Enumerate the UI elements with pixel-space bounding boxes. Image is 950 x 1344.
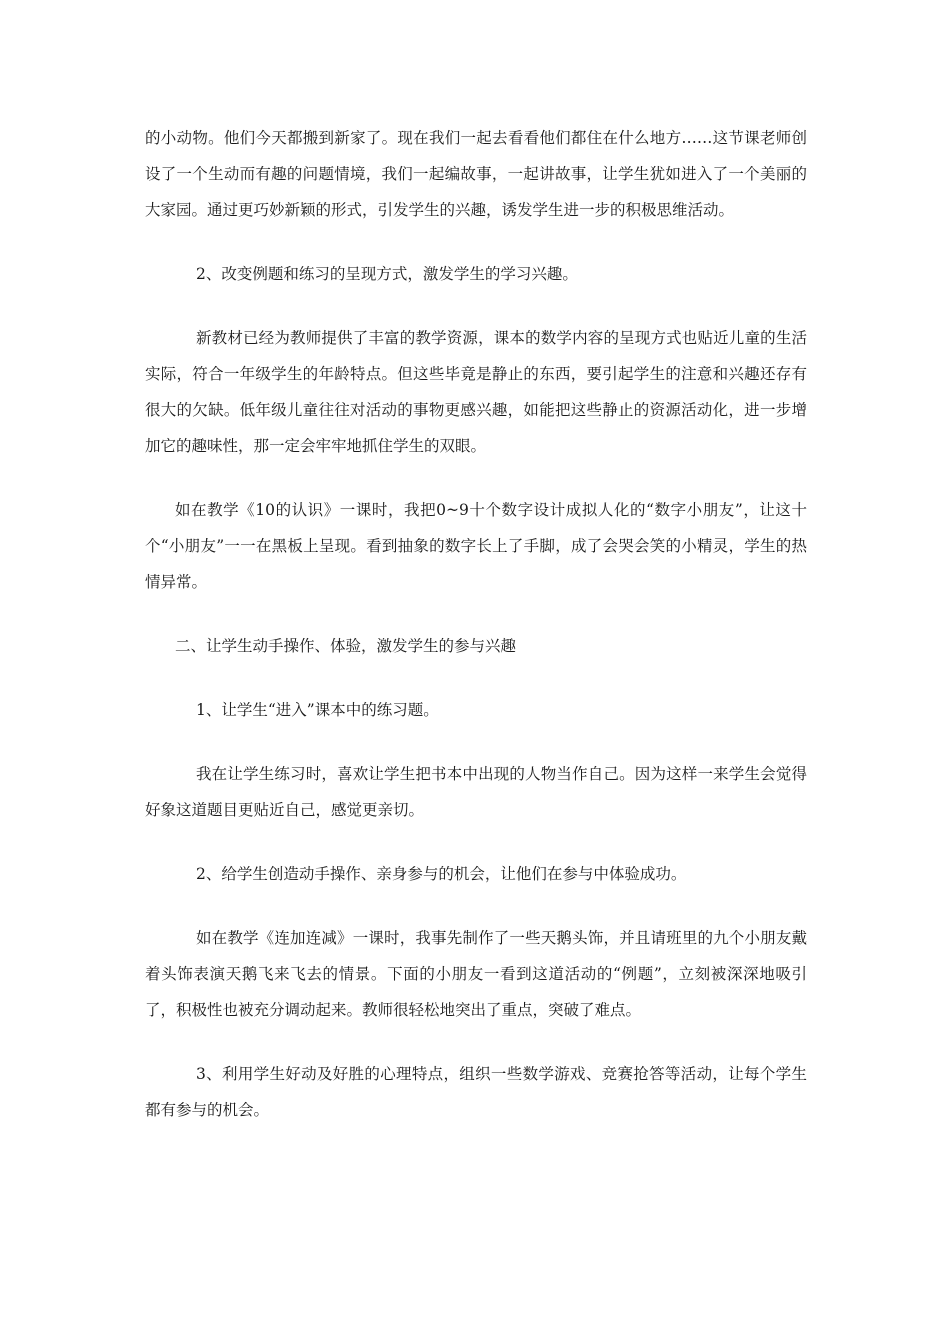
section-heading-2: 二、让学生动手操作、体验，激发学生的参与兴趣: [175, 637, 517, 655]
paragraph-example-10: 如在教学《10的认识》一课时，我把0~9十个数字设计成拟人化的“数字小朋友”，让这十个“小朋友”一一在黑板上呈现。看到抽象的数字长上了手脚，成了会哭会笑的小精灵，学生的热情异常。: [145, 501, 807, 591]
subheading-2: 2、改变例题和练习的呈现方式，激发学生的学习兴趣。: [196, 265, 578, 283]
paragraph-practice: 我在让学生练习时，喜欢让学生把书本中出现的人物当作自己。因为这样一来学生会觉得好象这道题目更贴近自己，感觉更亲切。: [145, 765, 807, 819]
document-body: [145, 120, 807, 1128]
paragraph-example-swan: 如在教学《连加连减》一课时，我事先制作了一些天鹅头饰，并且请班里的九个小朋友戴着头饰表演天鹅飞来飞去的情景。下面的小朋友一看到这道活动的“例题”，立刻被深深地吸引了，积极性也被充分调动起来。教师很轻松地突出了重点，突破了难点。: [145, 929, 807, 1019]
subheading-1: 1、让学生“进入”课本中的练习题。: [196, 701, 439, 719]
paragraph-continuation: 的小动物。他们今天都搬到新家了。现在我们一起去看看他们都住在什么地方……这节课老师创设了一个生动而有趣的问题情境，我们一起编故事，一起讲故事，让学生犹如进入了一个美丽的大家园。通过更巧妙新颖的形式，引发学生的兴趣，诱发学生进一步的积极思维活动。: [145, 129, 807, 219]
paragraph-new-materials: 新教材已经为教师提供了丰富的教学资源，课本的数学内容的呈现方式也贴近儿童的生活实际，符合一年级学生的年龄特点。但这些毕竟是静止的东西，要引起学生的注意和兴趣还存有很大的欠缺。低年级儿童往往对活动的事物更感兴趣，如能把这些静止的资源活动化，进一步增加它的趣味性，那一定会牢牢地抓住学生的双眼。: [145, 329, 807, 455]
subheading-2b: 2、给学生创造动手操作、亲身参与的机会，让他们在参与中体验成功。: [196, 865, 687, 883]
subheading-3: 3、利用学生好动及好胜的心理特点，组织一些数学游戏、竞赛抢答等活动，让每个学生都有参与的机会。: [145, 1065, 807, 1119]
